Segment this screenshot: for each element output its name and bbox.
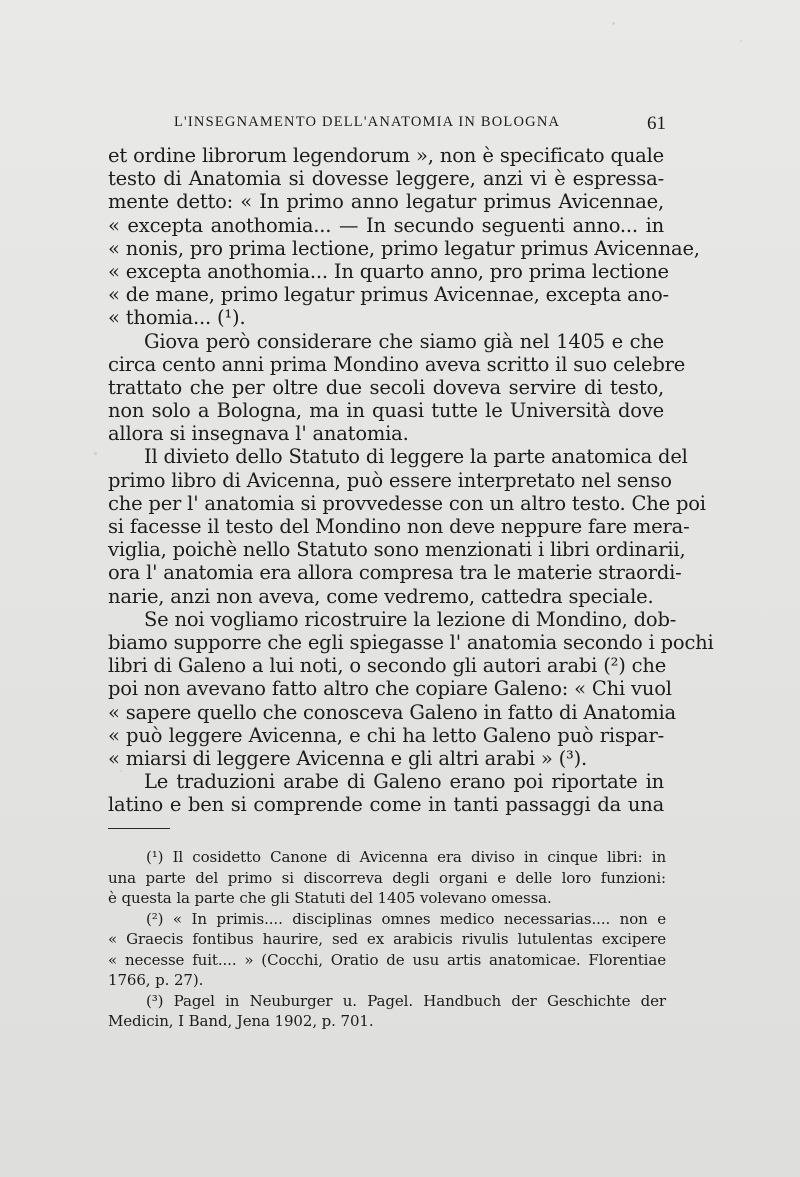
text-line: si facesse il testo del Mondino non deve neppure fare mera- (108, 515, 690, 538)
footnote-1: (¹) Il cosidetto Canone di Avicenna era diviso in cinque libri: in (146, 848, 666, 866)
footnote-line: Medicin, I Band, Jena 1902, p. 701. (108, 1012, 374, 1030)
footnote-line: 1766, p. 27). (108, 971, 204, 989)
footnote-rule (108, 828, 170, 829)
footnote-line: una parte del primo si discorreva degli organi e delle loro funzioni: (108, 868, 666, 887)
text-line: « thomia... (¹). (108, 306, 246, 330)
paragraph-start: Giova però considerare che siamo già nel 1405 e che (144, 329, 664, 353)
text-line: allora si insegnava l' anatomia. (108, 422, 409, 446)
text-line: « nonis, pro prima lectione, primo legatur primus Avicennae, (108, 236, 700, 260)
text-line: « de mane, primo legatur primus Avicennae, excepta ano- (108, 283, 669, 307)
text-line: narie, anzi non aveva, come vedremo, cattedra speciale. (108, 584, 654, 608)
paper-speck (740, 40, 742, 42)
page-number: 61 (647, 113, 666, 134)
text-line: circa cento anni prima Mondino aveva scritto il suo celebre (108, 352, 686, 376)
footnote-line: è questa la parte che gli Statuti del 1405 volevano omessa. (108, 889, 552, 907)
paper-speck (120, 770, 122, 772)
paragraph-start: Se noi vogliamo ricostruire la lezione di Mondino, dob- (144, 607, 677, 631)
text-line: mente detto: « In primo anno legatur primus Avicennae, (108, 190, 664, 214)
text-line: latino e ben si comprende come in tanti passaggi da una (108, 793, 664, 817)
paragraph-start: Le traduzioni arabe di Galeno erano poi riportate in (144, 770, 664, 794)
paper-speck (94, 452, 97, 455)
paper-speck (612, 22, 615, 25)
text-line: trattato che per oltre due secoli doveva servire di testo, (108, 375, 664, 399)
text-line: viglia, poichè nello Statuto sono menzionati i libri ordinarii, (108, 538, 686, 562)
text-line: et ordine librorum legendorum », non è specificato quale (108, 144, 664, 167)
page-header (108, 114, 668, 138)
running-head: L'INSEGNAMENTO DELL'ANATOMIA IN BOLOGNA (174, 114, 561, 130)
text-line: « excepta anothomia... In quarto anno, pro prima lectione (108, 259, 669, 283)
footnotes (108, 847, 666, 1032)
text-line: biamo supporre che egli spiegasse l' anatomia secondo i pochi (108, 630, 714, 654)
text-line: ora l' anatomia era allora compresa tra le materie straordi- (108, 561, 682, 585)
footnote-2: (²) « In primis.... disciplinas omnes medico necessarias.... non e (146, 909, 666, 928)
footnote-3: (³) Pagel in Neuburger u. Pagel. Handbuch der Geschichte der (146, 991, 666, 1010)
text-line: « excepta anothomia... — In secundo seguenti anno... in (108, 213, 664, 237)
paragraph-start: Il divieto dello Statuto di leggere la parte anatomica del (144, 445, 688, 469)
body-text (108, 144, 714, 817)
text-line: « miarsi di leggere Avicenna e gli altri arabi » (³). (108, 746, 588, 770)
text-line: « sapere quello che conosceva Galeno in fatto di Anatomia (108, 700, 676, 724)
footnote-line: « necesse fuit.... » (Cocchi, Oratio de usu artis anatomicae. Florentiae (108, 950, 666, 969)
text-line: che per l' anatomia si provvedesse con un altro testo. Che poi (108, 491, 706, 515)
text-line: libri di Galeno a lui noti, o secondo gli autori arabi (²) che (108, 654, 667, 678)
text-line: « può leggere Avicenna, e chi ha letto Galeno può rispar- (108, 723, 664, 747)
text-line: testo di Anatomia si dovesse leggere, anzi vi è espressa- (108, 167, 664, 191)
text-line: poi non avevano fatto altro che copiare Galeno: « Chi vuol (108, 677, 672, 701)
text-line: non solo a Bologna, ma in quasi tutte le Università dove (108, 399, 664, 423)
footnote-line: « Graecis fontibus haurire, sed ex arabicis rivulis lutulentas excipere (108, 930, 666, 948)
text-line: primo libro di Avicenna, può essere interpretato nel senso (108, 468, 672, 492)
